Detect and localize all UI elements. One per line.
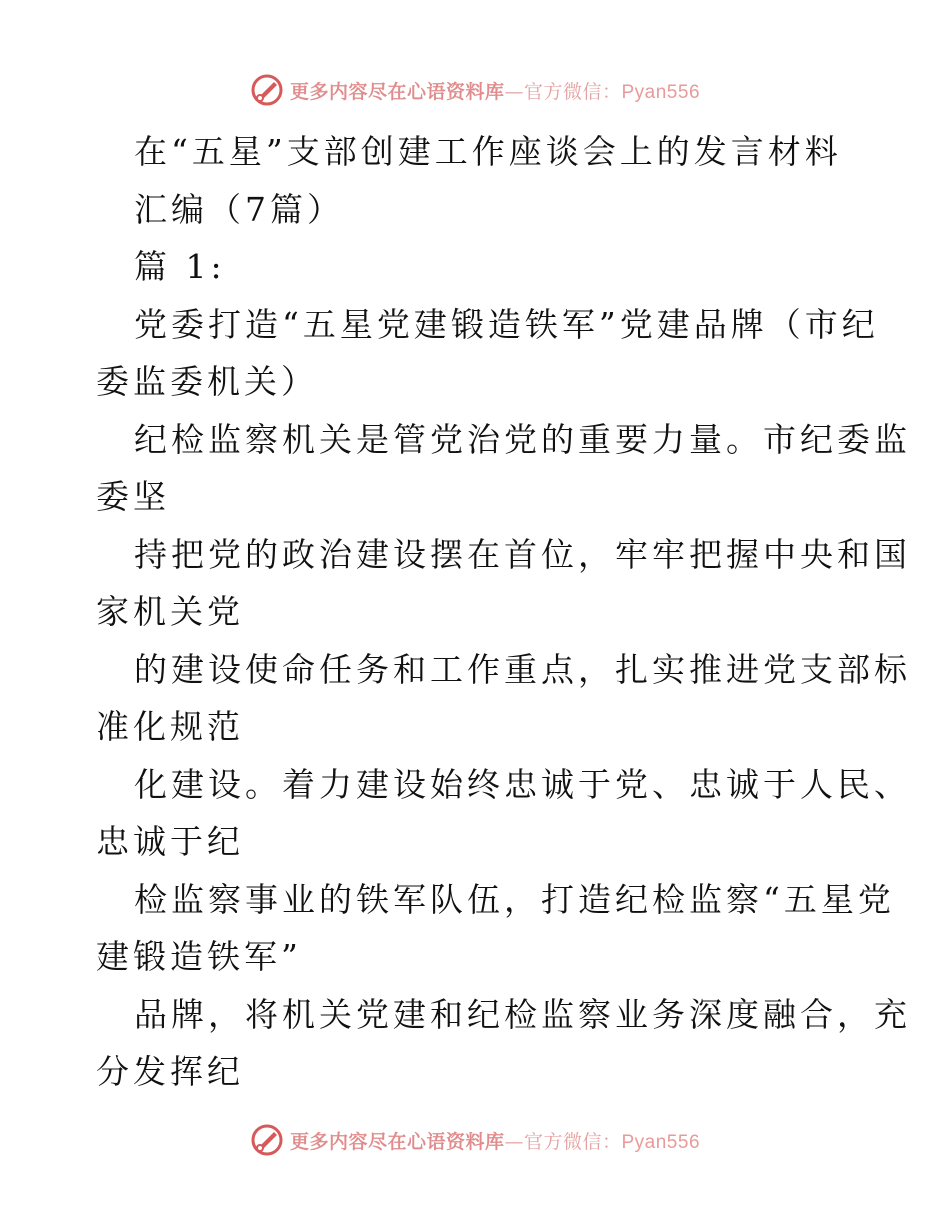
watermark-text bbox=[290, 77, 700, 104]
section-heading: 篇 1: bbox=[134, 247, 226, 286]
watermark-text bbox=[290, 1127, 700, 1154]
watermark-main: 更多内容尽在心语资料库 bbox=[289, 80, 505, 103]
paragraph-line: 纪检监察机关是管党治党的重要力量。市纪委监 bbox=[134, 419, 911, 459]
paragraph-line: 党委打造“五星党建锻造铁军”党建品牌（市纪 bbox=[134, 304, 879, 344]
paragraph-line: 的建设使命任务和工作重点，扎实推进党支部标 bbox=[134, 649, 911, 689]
doc-title-line-1: 在“五星”支部创建工作座谈会上的发言材料 bbox=[134, 132, 842, 171]
paragraph-line: 忠诚于纪 bbox=[96, 822, 244, 861]
paragraph-line: 委坚 bbox=[96, 477, 170, 516]
paragraph-line: 持把党的政治建设摆在首位，牢牢把握中央和国 bbox=[134, 534, 911, 574]
watermark-separator: — bbox=[504, 1130, 524, 1153]
paragraph-line: 品牌，将机关党建和纪检监察业务深度融合，充 bbox=[134, 994, 911, 1034]
paragraph-line: 准化规范 bbox=[96, 707, 244, 746]
footer-watermark bbox=[0, 1120, 950, 1160]
logo-icon bbox=[250, 1123, 284, 1157]
paragraph-line: 家机关党 bbox=[96, 592, 244, 631]
logo-icon bbox=[250, 73, 284, 107]
watermark-wechat-label: 官方微信： bbox=[523, 80, 622, 103]
watermark-separator: — bbox=[504, 80, 524, 103]
watermark-wechat-id: Pyan556 bbox=[621, 81, 701, 103]
header-watermark bbox=[0, 70, 950, 110]
paragraph-line: 委监委机关） bbox=[96, 362, 318, 401]
watermark-main: 更多内容尽在心语资料库 bbox=[289, 1130, 505, 1153]
document-body bbox=[96, 123, 911, 1101]
paragraph-line: 化建设。着力建设始终忠诚于党、忠诚于人民、 bbox=[134, 764, 911, 804]
watermark-wechat-id: Pyan556 bbox=[621, 1131, 701, 1153]
paragraph-line: 分发挥纪 bbox=[96, 1052, 244, 1091]
paragraph-line: 检监察事业的铁军队伍，打造纪检监察“五星党 bbox=[134, 879, 895, 919]
doc-title-line-2: 汇编（7篇） bbox=[134, 189, 344, 229]
watermark-wechat-label: 官方微信： bbox=[523, 1130, 622, 1153]
paragraph-line: 建锻造铁军” bbox=[96, 937, 302, 976]
